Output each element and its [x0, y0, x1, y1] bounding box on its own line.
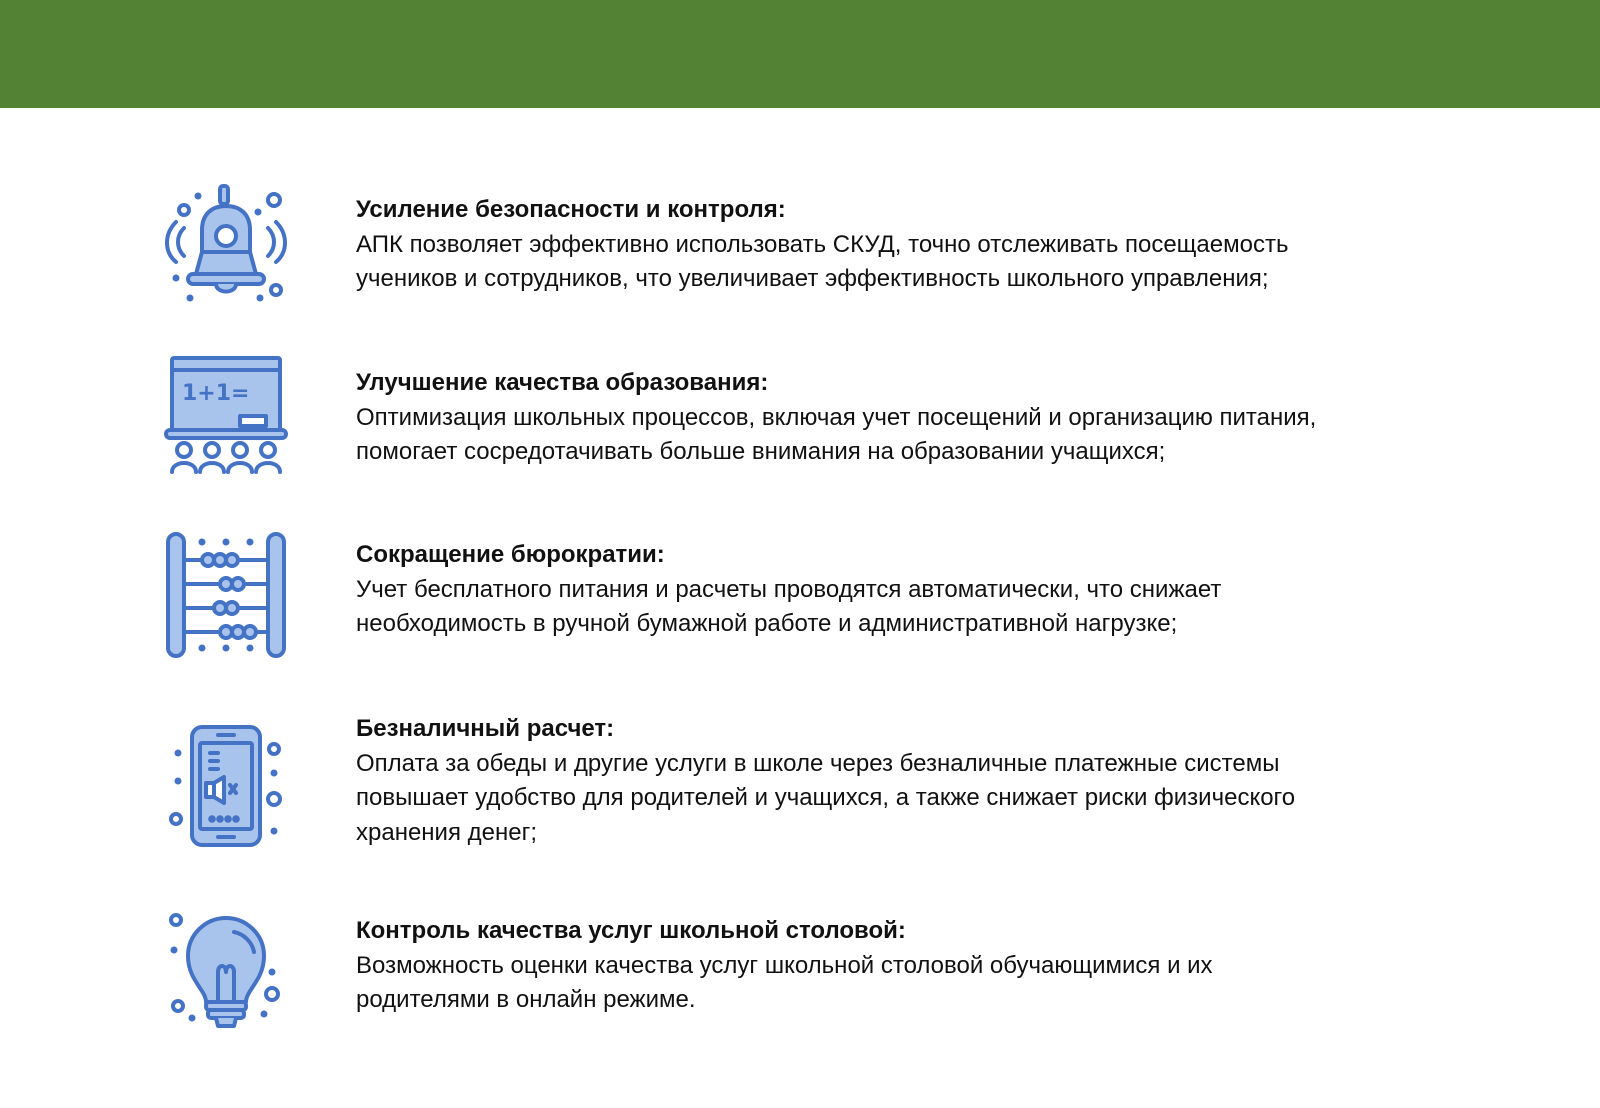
benefit-title: Сокращение бюрократии: [356, 541, 665, 568]
benefit-description: Оплата за обеды и другие услуги в школе через безналичные платежные системы повышает удобство для родителей и учащихся, а также снижает риски физического хранения денег; [356, 749, 1296, 846]
benefit-title: Контроль качества услуг школьной столовой: [356, 917, 906, 944]
alarm-bell-icon [162, 182, 290, 310]
light-bulb-icon [162, 910, 290, 1038]
benefit-description: АПК позволяет эффективно использовать СКУД, точно отслеживать посещаемость учеников и сотрудников, что увеличивает эффективность школьного управления; [356, 230, 1289, 292]
benefit-description: Учет бесплатного питания и расчеты проводятся автоматически, что снижает необходимость в ручной бумажной работе и административной нагрузке; [356, 575, 1222, 637]
header-bar [0, 0, 1600, 108]
benefit-description: Оптимизация школьных процессов, включая учет посещений и организацию питания, помогает сосредотачивать больше внимания на образовании учащихся; [356, 403, 1317, 465]
benefit-title: Улучшение качества образования: [356, 369, 769, 396]
smartphone-icon [162, 723, 290, 851]
abacus-icon [162, 532, 290, 660]
board-text: 1+1= [182, 381, 250, 406]
classroom-board-icon [162, 354, 290, 482]
benefit-description: Возможность оценки качества услуг школьной столовой обучающимися и их родителями в онлайн режиме. [356, 951, 1213, 1013]
benefit-title: Безналичный расчет: [356, 715, 615, 742]
benefit-title: Усиление безопасности и контроля: [356, 196, 786, 223]
